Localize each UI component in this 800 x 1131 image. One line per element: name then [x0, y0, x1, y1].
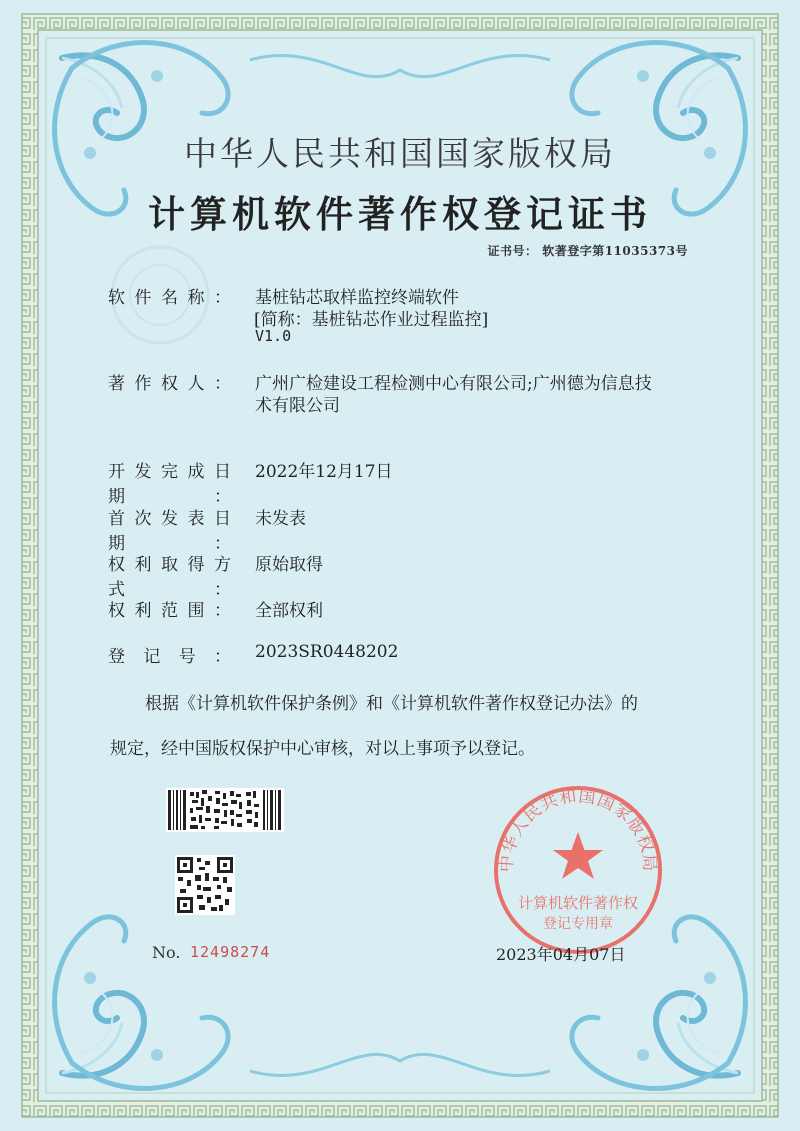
- copyright-owner-value-line1: 广州广检建设工程检测中心有限公司;广州德为信息技: [255, 374, 652, 394]
- seal-line2: 登记专用章: [543, 916, 613, 932]
- copyright-owner-label: 著作权人：: [108, 374, 232, 394]
- software-name-value: 基桩钻芯取样监控终端软件: [255, 288, 459, 308]
- certificate-number: 证书号： 软著登字第11035373号: [487, 244, 688, 258]
- dev-completion-date-value: 2022年12月17日: [255, 462, 393, 482]
- seal-line1: 计算机软件著作权: [517, 894, 639, 912]
- software-version: V1.0: [255, 327, 292, 345]
- first-publication-date-label: 首次发表日期：: [108, 509, 232, 554]
- official-seal-icon: [488, 780, 668, 960]
- software-name-label: 软件名称：: [108, 288, 232, 308]
- issue-date: 2023年04月07日: [496, 945, 626, 964]
- rights-acquisition-label: 权利取得方式：: [108, 555, 232, 600]
- dev-completion-date-label: 开发完成日期：: [108, 462, 232, 507]
- rights-scope-value: 全部权利: [255, 601, 323, 621]
- first-publication-date-value: 未发表: [255, 509, 306, 529]
- rights-acquisition-value: 原始取得: [255, 555, 323, 575]
- qr-code-icon: [175, 855, 235, 915]
- statement-line1: 根据《计算机软件保护条例》和《计算机软件著作权登记办法》的: [145, 694, 638, 714]
- issuer-name: 中华人民共和国国家版权局: [184, 134, 616, 173]
- statement-line2: 规定，经中国版权保护中心审核，对以上事项予以登记。: [110, 739, 535, 759]
- seal-arc-text: 中华人民共和国国家版权局: [496, 786, 660, 873]
- copyright-owner-value-line2: 术有限公司: [255, 396, 340, 416]
- serial-number: 12498274: [190, 943, 271, 961]
- registration-number-value: 2023SR0448202: [255, 642, 399, 662]
- barcode-icon: [166, 788, 284, 832]
- certificate-title: 计算机软件著作权登记证书: [148, 192, 652, 236]
- serial-number-label: No.: [152, 943, 181, 962]
- rights-scope-label: 权利范围：: [108, 601, 232, 621]
- software-short-name: [简称：基桩钻芯作业过程监控]: [254, 310, 489, 330]
- registration-number-label: 登记号：: [108, 647, 232, 667]
